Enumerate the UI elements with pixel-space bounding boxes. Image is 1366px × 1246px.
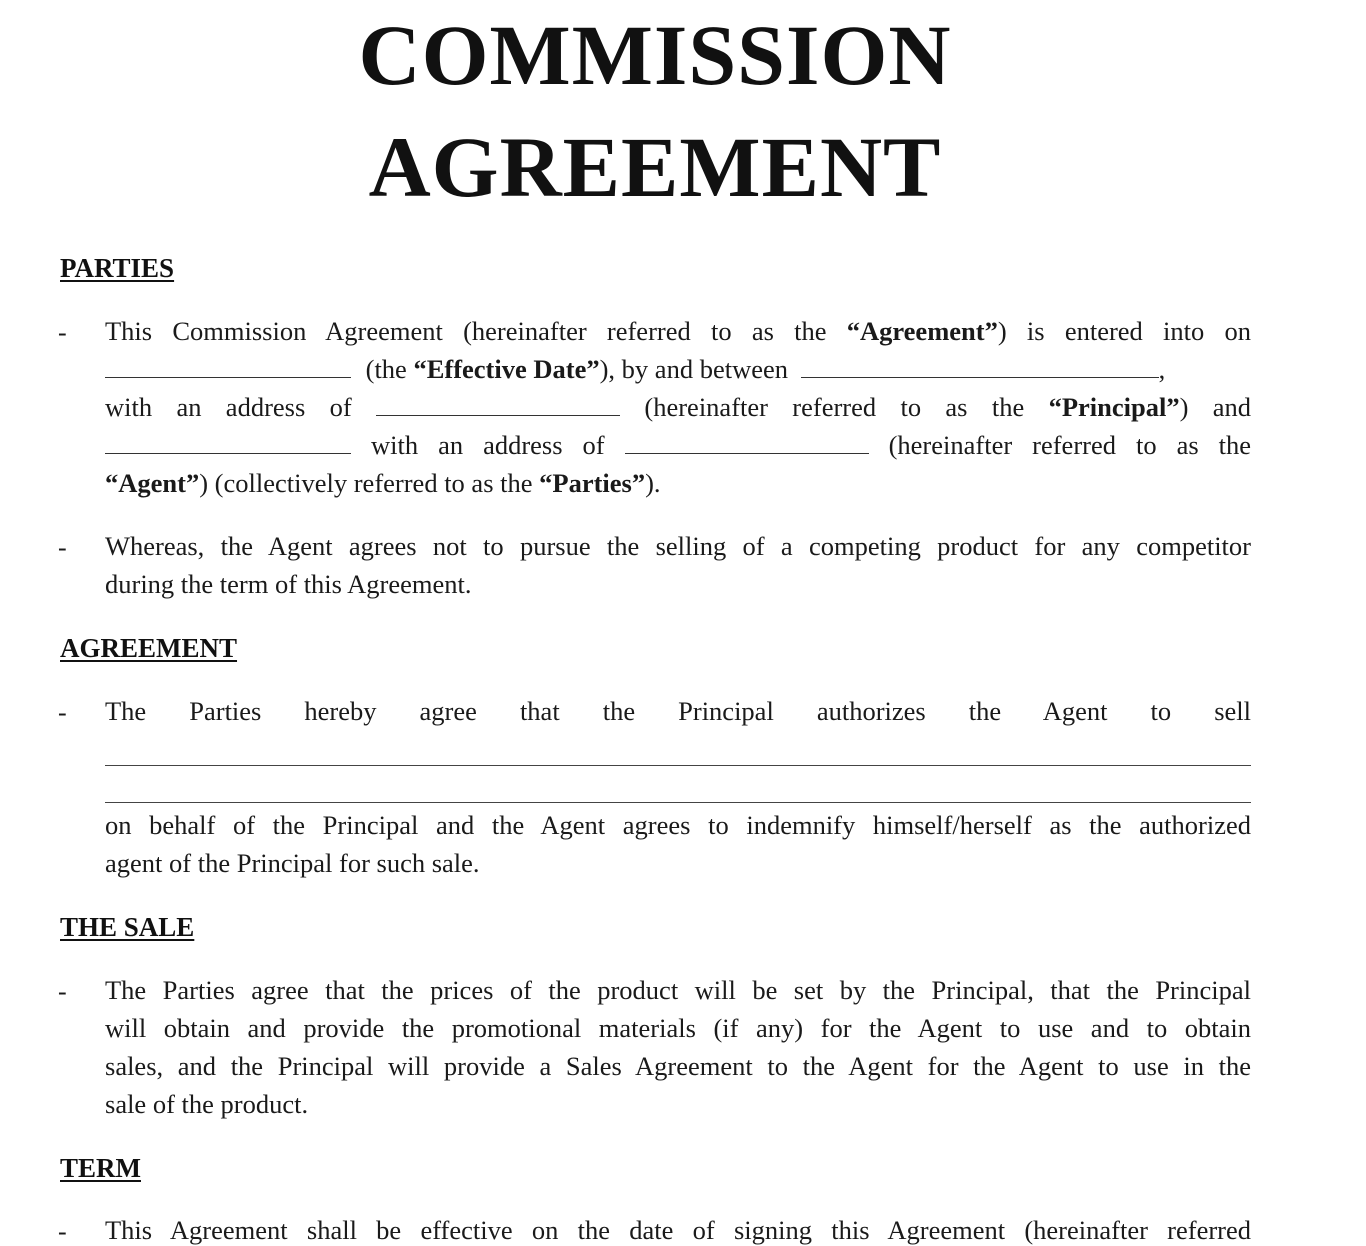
term-agent: “Agent”	[105, 468, 200, 498]
parties-p1-line-3	[105, 392, 1251, 422]
product-blank-line-2[interactable]	[105, 802, 1251, 803]
bullet-dash: -	[58, 533, 67, 562]
text-run: (the	[365, 354, 414, 384]
parties-p2-line-1: Whereas, the Agent agrees not to pursue the selling of a competing product for any competitor	[105, 531, 1251, 561]
parties-p1-line-2	[105, 354, 1251, 384]
section-heading-parties: PARTIES	[60, 253, 175, 283]
principal-address-blank[interactable]	[376, 393, 620, 416]
agent-address-blank[interactable]	[625, 431, 869, 454]
sale-p1-line-1: The Parties agree that the prices of the product will be set by the Principal, that the Principal	[105, 975, 1251, 1005]
sale-p1-line-2: will obtain and provide the promotional materials (if any) for the Agent to use and to obtain	[105, 1013, 1251, 1043]
term-effective-date: “Effective Date”	[413, 354, 600, 384]
section-heading-term: TERM	[60, 1153, 141, 1183]
text-run: with an address of	[370, 430, 605, 460]
sale-p1-line-3: sales, and the Principal will provide a Sales Agreement to the Agent for the Agent to use in the	[105, 1051, 1251, 1081]
term-principal: “Principal”	[1048, 392, 1180, 422]
agreement-p1-line-2: on behalf of the Principal and the Agent agrees to indemnify himself/herself as the authorized	[105, 810, 1251, 840]
document-title-line-2: AGREEMENT	[368, 119, 942, 215]
term-p1-line-1: This Agreement shall be effective on the date of signing this Agreement (hereinafter referred	[105, 1215, 1251, 1245]
agent-name-blank[interactable]	[105, 431, 351, 454]
text-run: ) and	[1179, 392, 1252, 422]
principal-name-blank[interactable]	[801, 355, 1159, 378]
text-run: ,	[1158, 354, 1166, 384]
text-run: (hereinafter referred to as the	[888, 430, 1251, 460]
section-heading-the-sale: THE SALE	[60, 912, 195, 942]
parties-p1-line-4	[105, 430, 1251, 460]
bullet-dash: -	[58, 698, 67, 727]
parties-p2-line-2: during the term of this Agreement.	[105, 569, 472, 599]
section-heading-agreement: AGREEMENT	[60, 633, 238, 663]
text-run: ), by and between	[599, 354, 788, 384]
effective-date-blank[interactable]	[105, 355, 351, 378]
term-parties: “Parties”	[539, 468, 646, 498]
bullet-dash: -	[58, 1217, 67, 1246]
text-run: with an address of	[105, 392, 352, 422]
text-run: ) (collectively referred to as the	[199, 468, 540, 498]
parties-p1-line-1	[105, 316, 1251, 346]
text-run: This Commission Agreement (hereinafter referred to as the	[105, 316, 847, 346]
text-run: ) is entered into on	[997, 316, 1252, 346]
document-title-line-1: COMMISSION	[358, 7, 952, 103]
agreement-p1-line-3: agent of the Principal for such sale.	[105, 848, 480, 878]
text-run: (hereinafter referred to as the	[644, 392, 1049, 422]
bullet-dash: -	[58, 318, 67, 347]
term-agreement: “Agreement”	[846, 316, 998, 346]
agreement-p1-line-1: The Parties hereby agree that the Principal authorizes the Agent to sell	[105, 696, 1251, 726]
bullet-dash: -	[58, 977, 67, 1006]
text-run: ).	[645, 468, 661, 498]
product-blank-line-1[interactable]	[105, 765, 1251, 766]
parties-p1-line-5	[105, 468, 1251, 498]
sale-p1-line-4: sale of the product.	[105, 1089, 309, 1119]
